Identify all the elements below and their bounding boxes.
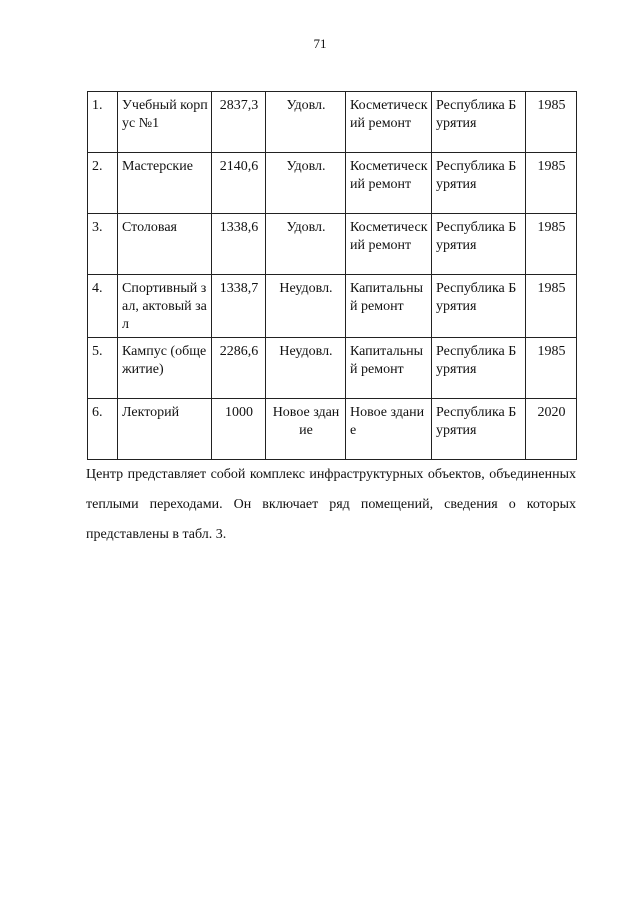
- table-row: [88, 153, 577, 214]
- repair-type: Новое здание: [346, 399, 432, 460]
- building-name: Учебный корпус №1: [118, 92, 212, 153]
- building-region: Республика Бурятия: [432, 153, 526, 214]
- page-number: 71: [313, 36, 327, 51]
- table-row: [88, 399, 577, 460]
- table-row: [88, 338, 577, 399]
- row-number: 1.: [88, 92, 118, 153]
- building-year: 1985: [526, 214, 577, 275]
- building-condition: Неудовл.: [266, 338, 346, 399]
- row-number: 5.: [88, 338, 118, 399]
- building-region: Республика Бурятия: [432, 338, 526, 399]
- row-number: 3.: [88, 214, 118, 275]
- row-number: 6.: [88, 399, 118, 460]
- row-number: 4.: [88, 275, 118, 338]
- building-area: 2286,6: [212, 338, 266, 399]
- row-number: 2.: [88, 153, 118, 214]
- building-year: 2020: [526, 399, 577, 460]
- building-area: 1338,7: [212, 275, 266, 338]
- repair-type: Косметический ремонт: [346, 153, 432, 214]
- building-name: Столовая: [118, 214, 212, 275]
- repair-type: Косметический ремонт: [346, 92, 432, 153]
- building-area: 1338,6: [212, 214, 266, 275]
- repair-type: Косметический ремонт: [346, 214, 432, 275]
- building-name: Кампус (общежитие): [118, 338, 212, 399]
- table-row: [88, 214, 577, 275]
- building-area: 2837,3: [212, 92, 266, 153]
- building-condition: Удовл.: [266, 214, 346, 275]
- building-name: Мастерские: [118, 153, 212, 214]
- building-year: 1985: [526, 92, 577, 153]
- table-row: [88, 92, 577, 153]
- body-paragraph: Центр представляет собой комплекс инфраструктурных объектов, объединенных теплыми переходами. Он включает ряд помещений, сведения о которых представлены в табл. 3.: [86, 467, 576, 542]
- building-region: Республика Бурятия: [432, 399, 526, 460]
- building-name: Спортивный зал, актовый зал: [118, 275, 212, 338]
- building-area: 2140,6: [212, 153, 266, 214]
- building-region: Республика Бурятия: [432, 214, 526, 275]
- building-region: Республика Бурятия: [432, 275, 526, 338]
- building-year: 1985: [526, 153, 577, 214]
- building-year: 1985: [526, 275, 577, 338]
- building-condition: Неудовл.: [266, 275, 346, 338]
- repair-type: Капитальный ремонт: [346, 338, 432, 399]
- building-condition: Удовл.: [266, 153, 346, 214]
- table-row: [88, 275, 577, 338]
- buildings-table: [87, 91, 577, 460]
- building-condition: Новое здание: [266, 399, 346, 460]
- building-year: 1985: [526, 338, 577, 399]
- building-area: 1000: [212, 399, 266, 460]
- building-name: Лекторий: [118, 399, 212, 460]
- repair-type: Капитальный ремонт: [346, 275, 432, 338]
- building-region: Республика Бурятия: [432, 92, 526, 153]
- building-condition: Удовл.: [266, 92, 346, 153]
